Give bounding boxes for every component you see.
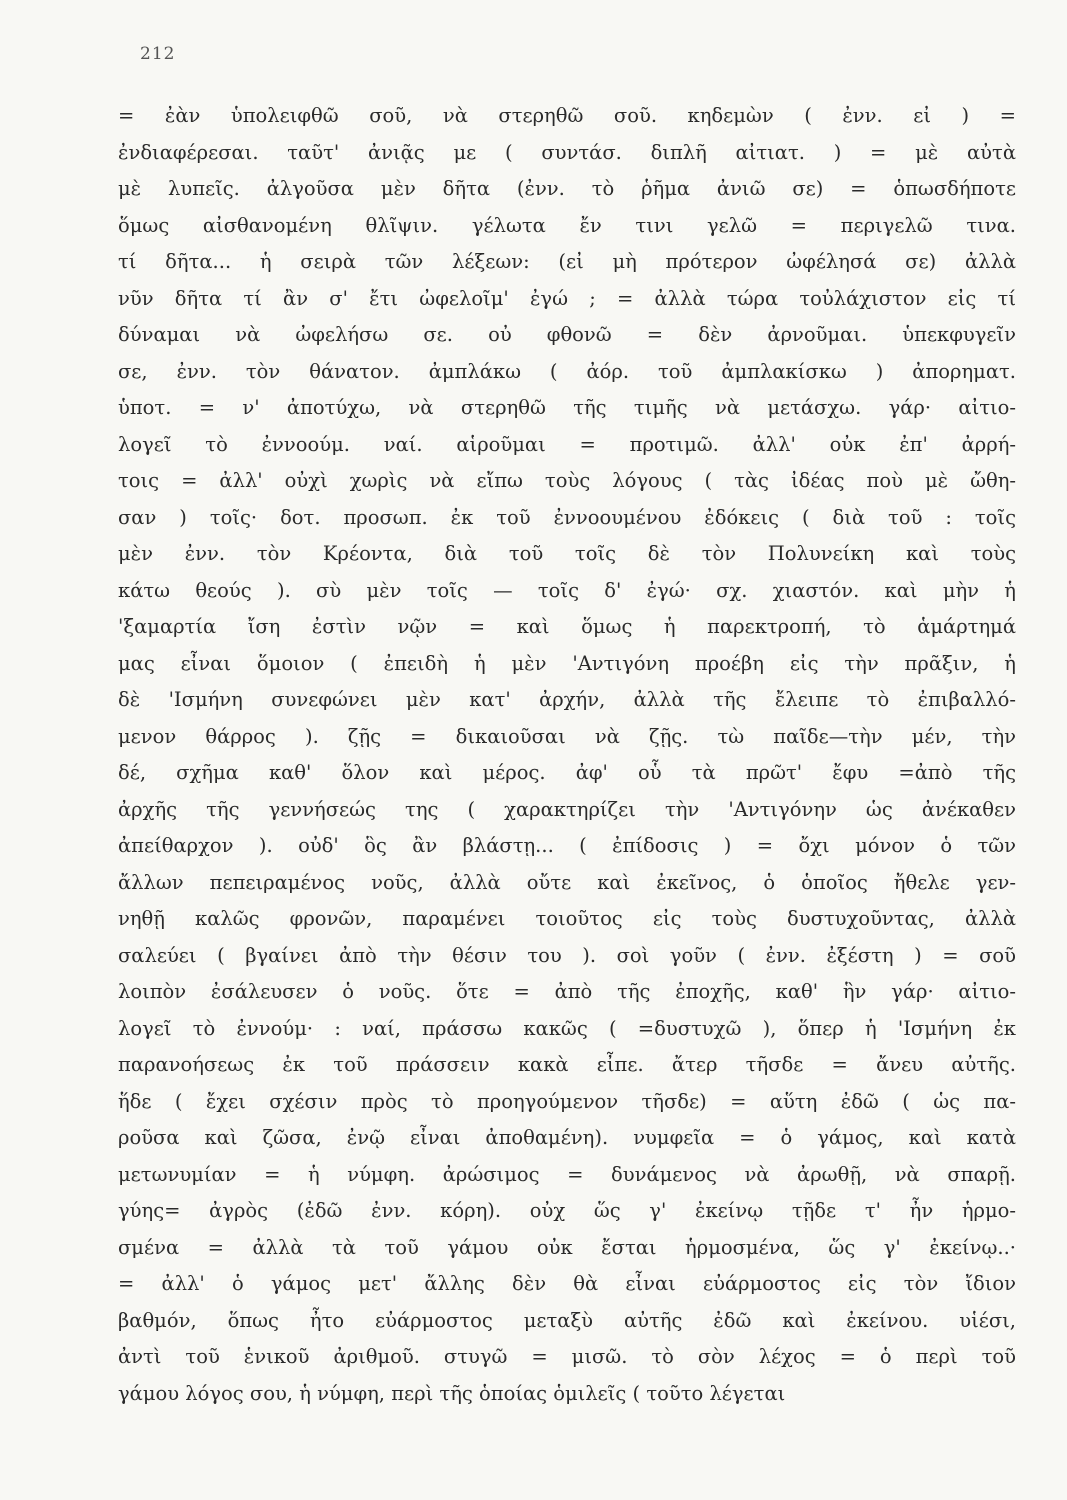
page-number: 212 [140,44,176,64]
text-line: μὲ λυπεῖς. ἀλγοῦσα μὲν δῆτα (ἐνν. τὸ ῥῆμα ἀνιῶ σε) = ὁπωσδήποτε [118,177,1016,200]
text-line: κάτω θεούς ). σὺ μὲν τοῖς — τοῖς δ' ἐγώ· σχ. χιαστόν. καὶ μὴν ἡ [118,578,1016,602]
text-line: σμένα = ἀλλὰ τὰ τοῦ γάμου οὐκ ἔσται ἡρμοσμένα, ὥς γ' ἐκείνῳ..· [118,1235,1016,1259]
text-line: ἥδε ( ἔχει σχέσιν πρὸς τὸ προηγούμενον τῆσδε) = αὕτη ἐδῶ ( ὡς πα- [118,1089,1016,1113]
text-line: νηθῇ καλῶς φρονῶν, παραμένει τοιοῦτος εἰς τοὺς δυστυχοῦντας, ἀλλὰ [118,907,1016,930]
text-line: ἀντὶ τοῦ ἑνικοῦ ἀριθμοῦ. στυγῶ = μισῶ. τὸ σὸν λέχος = ὁ περὶ τοῦ [118,1345,1016,1368]
text-line: = ἀλλ' ὁ γάμος μετ' ἄλλης δὲν θὰ εἶναι εὐάρμοστος εἰς τὸν ἴδιον [118,1272,1016,1295]
text-line: δύναμαι νὰ ὠφελήσω σε. οὐ φθονῶ = δὲν ἀρνοῦμαι. ὑπεκφυγεῖν [118,323,1016,346]
text-line: σε, ἐνν. τὸν θάνατον. ἀμπλάκω ( ἀόρ. τοῦ ἀμπλακίσκω ) ἀπορηματ. [118,359,1016,383]
text-line: ἄλλων πεπειραμένος νοῦς, ἀλλὰ οὔτε καὶ ἐκεῖνος, ὁ ὁποῖος ἤθελε γεν- [118,870,1016,894]
text-line: ὅμως αἰσθανομένη θλῖψιν. γέλωτα ἔν τινι γελῶ = περιγελῶ τινα. [118,213,1016,237]
text-line: = ἐὰν ὑπολειφθῶ σοῦ, νὰ στερηθῶ σοῦ. κηδεμὼν ( ἐνν. εἰ ) = [118,104,1016,127]
text-line: νῦν δῆτα τί ἂν σ' ἔτι ὠφελοῖμ' ἐγώ ; = ἀλλὰ τώρα τοὐλάχιστον εἰς τί [118,286,1016,310]
text-line: παρανοήσεως ἐκ τοῦ πράσσειν κακὰ εἶπε. ἄτερ τῆσδε = ἄνευ αὐτῆς. [118,1053,1016,1076]
text-line: μενον θάρρος ). ζῇς = δικαιοῦσαι νὰ ζῇς. τὼ παῖδε—τὴν μέν, τὴν [118,724,1016,748]
text-line: 'ξαμαρτία ἴση ἐστὶν νῷν = καὶ ὅμως ἡ παρεκτροπή, τὸ ἁμάρτημά [118,615,1016,638]
text-line: σαλεύει ( βγαίνει ἀπὸ τὴν θέσιν του ). σοὶ γοῦν ( ἐνν. ἐξέστη ) = σοῦ [118,943,1016,967]
text-line: ἀπείθαρχον ). οὐδ' ὃς ἂν βλάστῃ... ( ἐπίδοσις ) = ὄχι μόνον ὁ τῶν [118,834,1016,857]
text-line: μὲν ἐνν. τὸν Κρέοντα, διὰ τοῦ τοῖς δὲ τὸν Πολυνείκη καὶ τοὺς [118,542,1016,565]
text-line: ἐνδιαφέρεσαι. ταῦτ' ἀνιᾷς με ( συντάσ. διπλῆ αἰτιατ. ) = μὲ αὐτὰ [118,140,1016,164]
commentary-text [118,98,1016,1412]
text-line: γάμου λόγος σου, ἡ νύμφη, περὶ τῆς ὁποίας ὁμιλεῖς ( τοῦτο λέγεται [118,1381,786,1405]
text-line: μας εἶναι ὅμοιον ( ἐπειδὴ ἡ μὲν 'Αντιγόνη προέβη εἰς τὴν πρᾶξιν, ἡ [118,651,1016,675]
text-line: λοιπὸν ἐσάλευσεν ὁ νοῦς. ὅτε = ἀπὸ τῆς ἐποχῆς, καθ' ἣν γάρ· αἰτιο- [118,980,1016,1003]
text-line: ὑποτ. = ν' ἀποτύχω, νὰ στερηθῶ τῆς τιμῆς νὰ μετάσχω. γάρ· αἰτιο- [118,396,1016,419]
text-line: βαθμόν, ὅπως ἦτο εὐάρμοστος μεταξὺ αὐτῆς ἐδῶ καὶ ἐκείνου. υἱέσι, [118,1308,1016,1332]
text-line: λογεῖ τὸ ἐννούμ· : ναί, πράσσω κακῶς ( =δυστυχῶ ), ὅπερ ἡ 'Ισμήνη ἐκ [118,1016,1016,1040]
text-line: δέ, σχῆμα καθ' ὅλον καὶ μέρος. ἀφ' οὗ τὰ πρῶτ' ἔφυ =ἀπὸ τῆς [118,761,1016,784]
text-line: τοις = ἀλλ' οὐχὶ χωρὶς νὰ εἴπω τοὺς λόγους ( τὰς ἰδέας ποὺ μὲ ὤθη- [118,469,1016,492]
text-line: λογεῖ τὸ ἐννοούμ. ναί. αἱροῦμαι = προτιμῶ. ἀλλ' οὐκ ἐπ' ἀρρή- [118,432,1016,456]
text-line: γύης= ἀγρὸς (ἐδῶ ἐνν. κόρη). οὐχ ὥς γ' ἐκείνῳ τῇδε τ' ἦν ἡρμο- [118,1199,1016,1222]
text-line: μετωνυμίαν = ἡ νύμφη. ἀρώσιμος = δυνάμενος νὰ ἀρωθῇ, νὰ σπαρῇ. [118,1162,1016,1186]
text-line: σαν ) τοῖς· δοτ. προσωπ. ἐκ τοῦ ἐννοουμένου ἐδόκεις ( διὰ τοῦ : τοῖς [118,505,1016,529]
text-line: ροῦσα καὶ ζῶσα, ἐνῷ εἶναι ἀποθαμένη). νυμφεῖα = ὁ γάμος, καὶ κατὰ [118,1126,1016,1149]
text-line: ἀρχῆς τῆς γεννήσεώς της ( χαρακτηρίζει τὴν 'Αντιγόνην ὡς ἀνέκαθεν [118,797,1016,821]
text-line: δὲ 'Ισμήνη συνεφώνει μὲν κατ' ἀρχήν, ἀλλὰ τῆς ἔλειπε τὸ ἐπιβαλλό- [118,688,1016,711]
text-line: τί δῆτα... ἡ σειρὰ τῶν λέξεων: (εἰ μὴ πρότερον ὠφέλησά σε) ἀλλὰ [118,250,1016,273]
